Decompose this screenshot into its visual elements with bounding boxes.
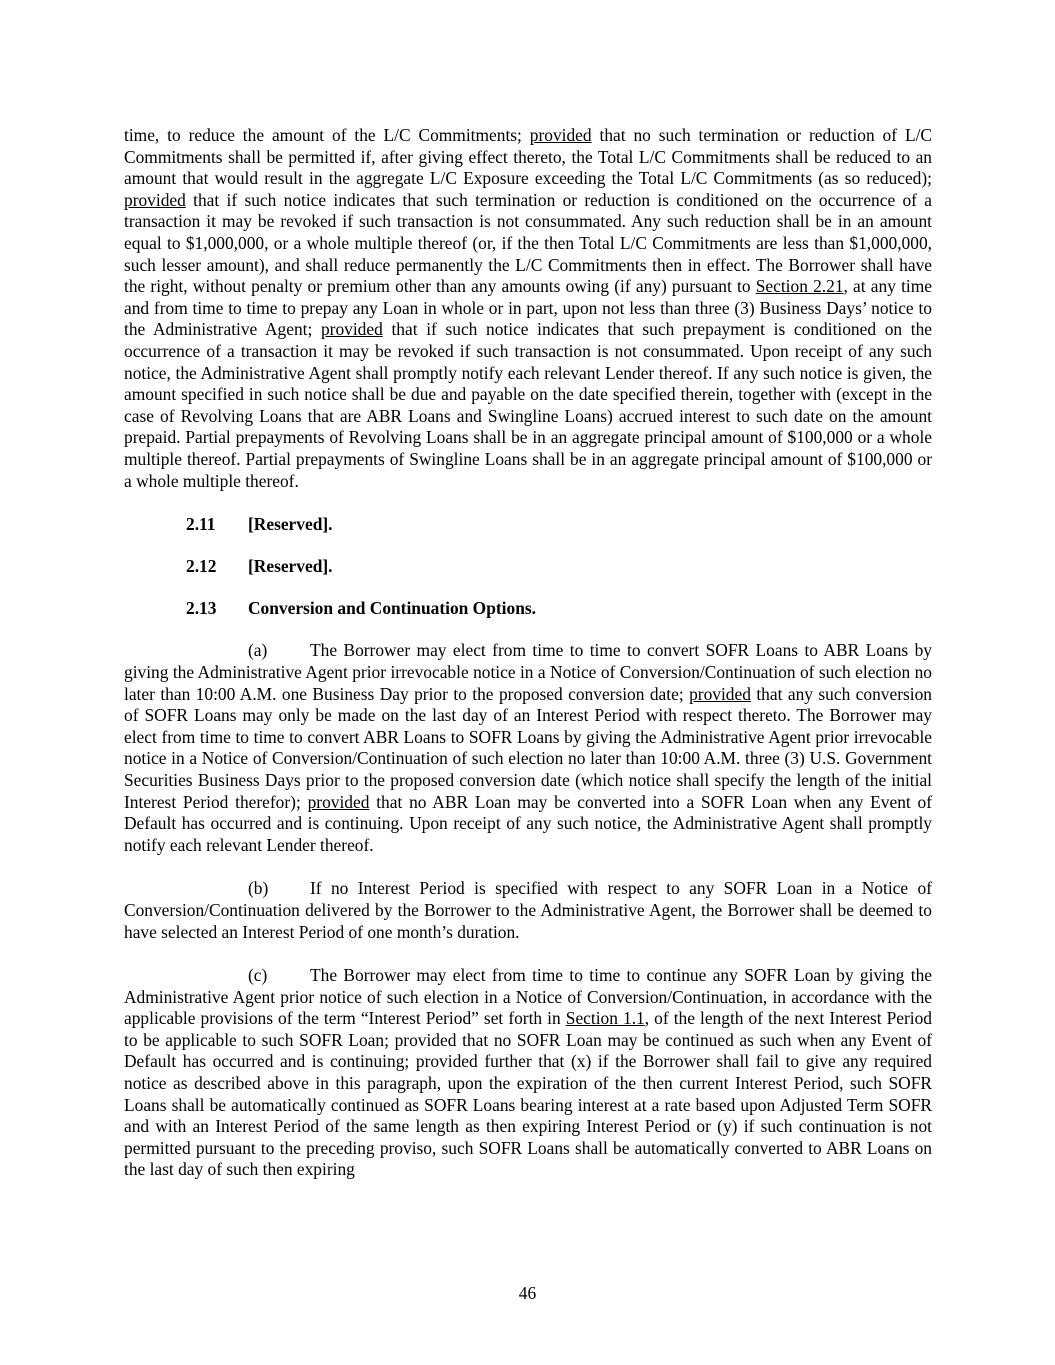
underlined-term: provided <box>320 319 383 340</box>
section-number: 2.12 <box>186 556 217 577</box>
document-body <box>124 125 932 1203</box>
section-reference: Section 2.21 <box>755 276 844 297</box>
text-run: , of the length of the next Interest Period to be applicable to such SOFR Loan; provided that no SOFR Loan may be continued as such when any Event of Default has occurred and is continuing; provided further that (x) if the Borrower shall fail to give any required notice as described above in this paragraph, upon the expiration of the then current Interest Period, such SOFR Loans shall be automatically continued as SOFR Loans bearing interest at a rate based upon Adjusted Term SOFR and with an Interest Period of the same length as then expiring Interest Period or (y) if such continuation is not permitted pursuant to the preceding proviso, such SOFR Loans shall be automatically converted to ABR Loans on the last day of such then expiring <box>124 1008 933 1180</box>
underlined-term: provided <box>307 791 370 812</box>
section-heading-2-12 <box>186 556 932 578</box>
text-run: The Borrower may elect from time to time to continue any SOFR Loan by giving the Administrative Agent prior notice of such election in a Notice of Conversion/Continuation, in accordance with the applicable provisions of the term “Interest Period” set forth in <box>124 965 932 1029</box>
subsection-label: (b) <box>248 878 269 899</box>
text-run: time, to reduce the amount of the L/C Commitments; <box>124 125 530 145</box>
subsection-label: (a) <box>248 640 268 661</box>
section-number: 2.13 <box>186 598 217 619</box>
subsection-b <box>124 878 932 943</box>
subsection-c <box>124 965 932 1181</box>
paragraph-prepayment <box>124 125 932 492</box>
underlined-term: provided <box>124 189 186 210</box>
section-reference: Section 1.1 <box>565 1008 645 1029</box>
text-run: The Borrower may elect from time to time to convert SOFR Loans to ABR Loans by giving the Administrative Agent prior irrevocable notice in a Notice of Conversion/Continuation of such election no later than 10:00 A.M. one Business Day prior to the proposed conversion date; <box>124 640 932 704</box>
text-run: that any such conversion of SOFR Loans may only be made on the last day of an Interest Period with respect thereto. The Borrower may elect from time to time to convert ABR Loans to SOFR Loans by giving the Administrative Agent prior irrevocable notice in a Notice of Conversion/Continuation of such election no later than 10:00 A.M. three (3) U.S. Government Securities Business Days prior to the proposed conversion date (which notice shall specify the length of the initial Interest Period therefor); <box>124 683 932 812</box>
section-number: 2.11 <box>186 514 216 535</box>
text-run: If no Interest Period is specified with respect to any SOFR Loan in a Notice of Conversion/Continuation delivered by the Borrower to the Administrative Agent, the Borrower shall be deemed to have selected an Interest Period of one month’s duration. <box>124 878 932 942</box>
page-number: 46 <box>518 1283 537 1303</box>
section-title: Conversion and Continuation Options. <box>248 598 536 619</box>
subsection-label: (c) <box>248 965 268 986</box>
section-heading-2-11 <box>186 514 932 536</box>
text-run: that no ABR Loan may be converted into a SOFR Loan when any Event of Default has occurred and is continuing. Upon receipt of any such notice, the Administrative Agent shall promptly notify each relevant Lender thereof. <box>124 791 932 855</box>
text-run: , at any time and from time to time to prepay any Loan in whole or in part, upon not less than three (3) Business Days’ notice to the Administrative Agent; <box>124 276 932 340</box>
text-run: that if such notice indicates that such prepayment is conditioned on the occurrence of a transaction it may be revoked if such transaction is not consummated. Upon receipt of any such notice, the Administrative Agent shall promptly notify each relevant Lender thereof. If any such notice is given, the amount specified in such notice shall be due and payable on the date specified therein, together with (except in the case of Revolving Loans that are ABR Loans and Swingline Loans) accrued interest to such date on the amount prepaid. Partial prepayments of Revolving Loans shall be in an aggregate principal amount of $100,000 or a whole multiple thereof. Partial prepayments of Swingline Loans shall be in an aggregate principal amount of $100,000 or a whole multiple thereof. <box>124 319 932 491</box>
text-run: that no such termination or reduction of L/C Commitments shall be permitted if, after giving effect thereto, the Total L/C Commitments shall be reduced to an amount that would result in the aggregate L/C Exposure exceeding the Total L/C Commitments (as so reduced); <box>124 125 932 189</box>
section-title: [Reserved]. <box>248 514 333 535</box>
section-heading-2-13 <box>186 598 932 620</box>
underlined-term: provided <box>529 125 592 145</box>
underlined-term: provided <box>689 683 751 704</box>
subsection-a <box>124 640 932 856</box>
text-run: that if such notice indicates that such termination or reduction is conditioned on the occurrence of a transaction it may be revoked if such transaction is not consummated. Any such reduction shall be in an amount equal to $1,000,000, or a whole multiple thereof (or, if the then Total L/C Commitments are less than $1,000,000, such lesser amount), and shall reduce permanently the L/C Commitments then in effect. The Borrower shall have the right, without penalty or premium other than any amounts owing (if any) pursuant to <box>124 189 932 297</box>
section-title: [Reserved]. <box>248 556 333 577</box>
